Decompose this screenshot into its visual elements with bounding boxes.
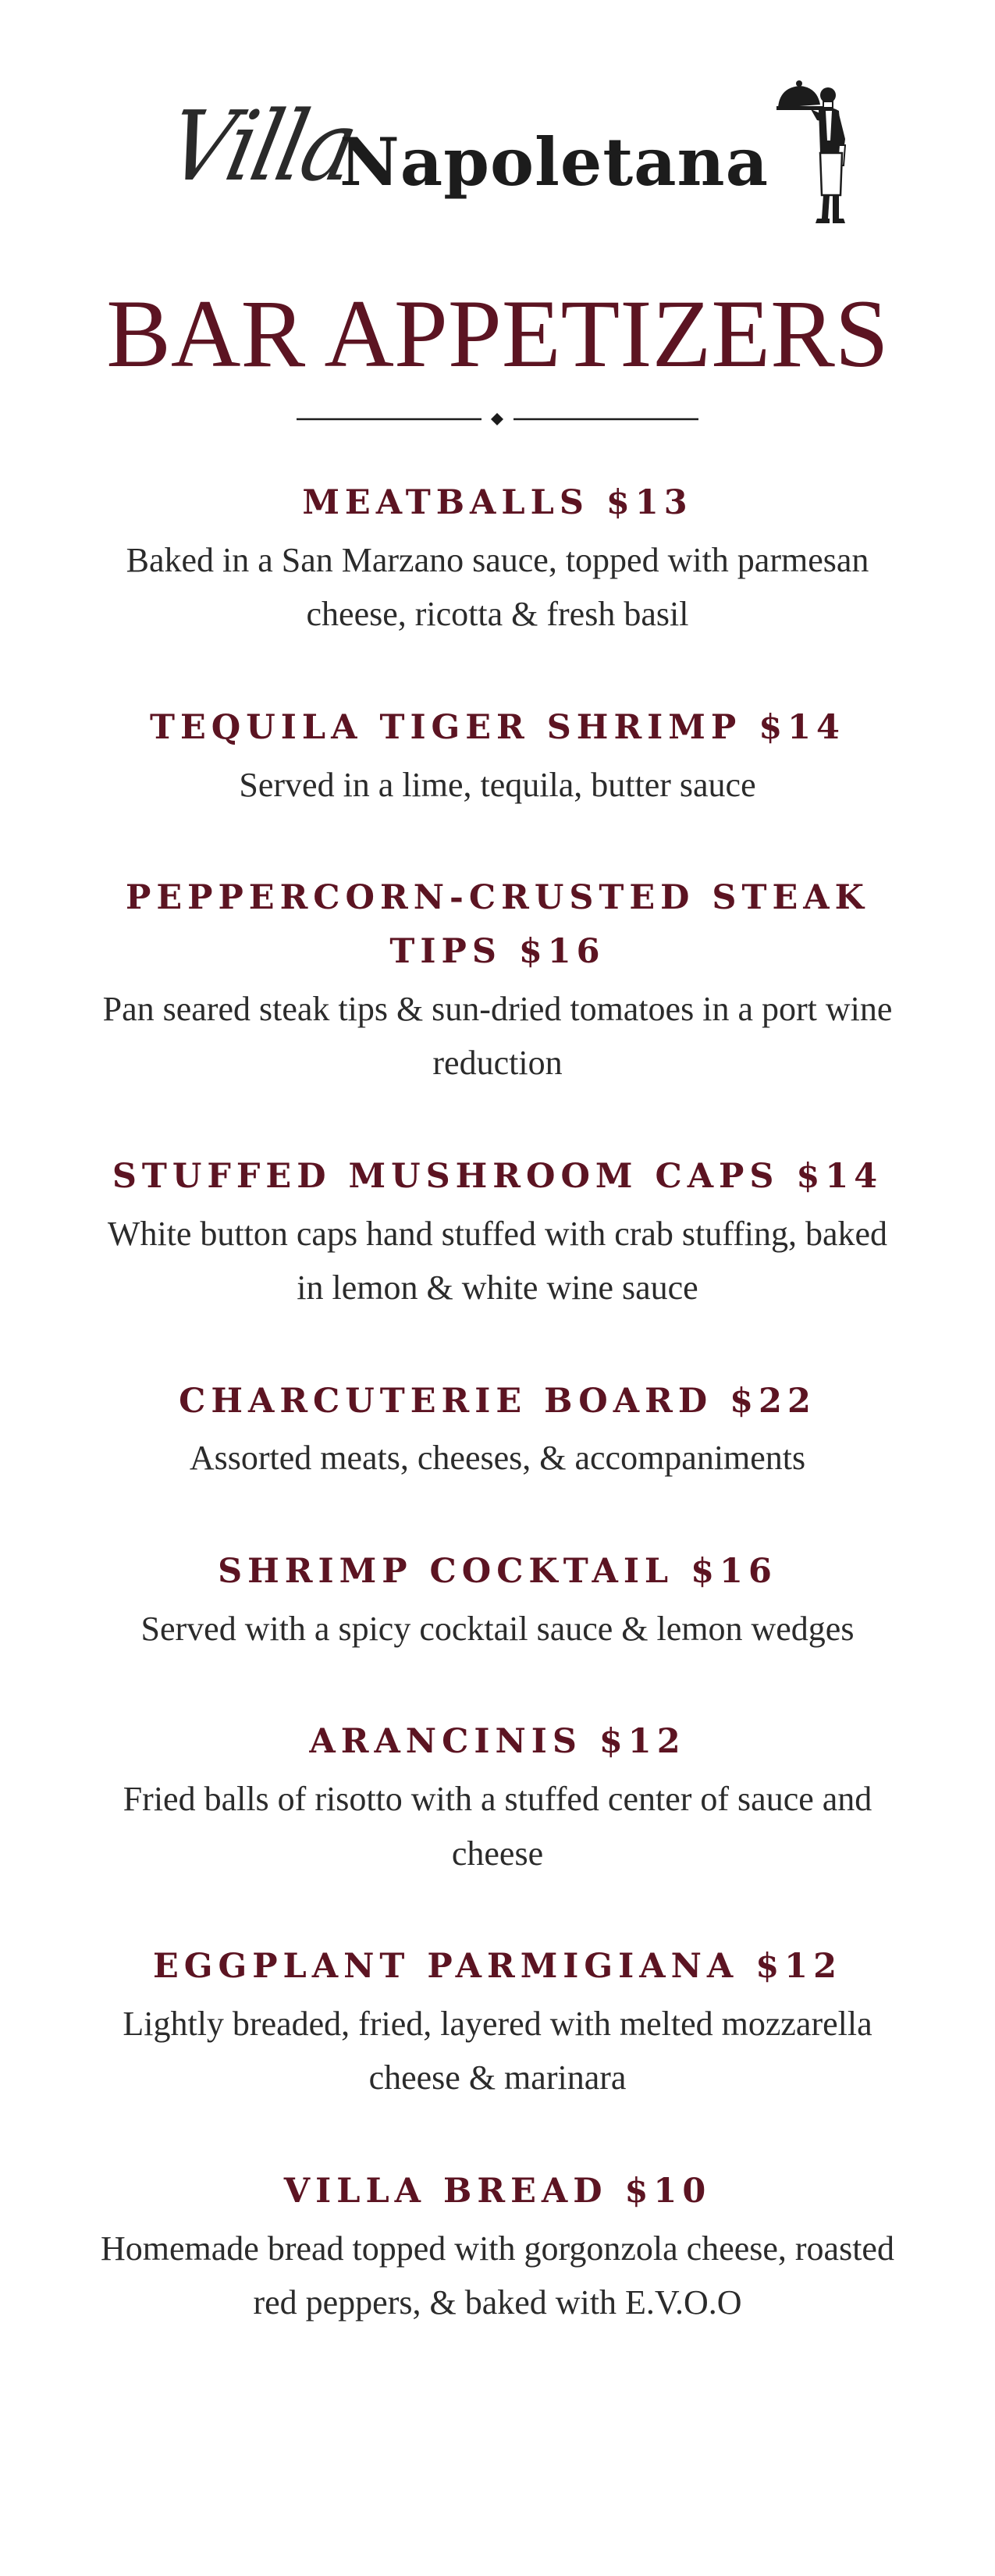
restaurant-logo <box>160 78 847 226</box>
menu-item <box>94 476 901 642</box>
item-name: STUFFED MUSHROOM CAPS $14 <box>112 1156 883 1196</box>
appetizer-list <box>94 476 901 2389</box>
logo-script-word: Villa <box>158 91 364 203</box>
menu-item <box>94 871 901 1091</box>
menu-item <box>94 1940 901 2105</box>
logo-block-word: Napoletana <box>339 123 769 201</box>
item-description: Lightly breaded, fried, layered with melted mozzarella cheese & marinara <box>123 2004 872 2097</box>
item-name: VILLA BREAD $10 <box>283 2171 712 2211</box>
item-description: Pan seared steak tips & sun-dried tomatoes in a port wine reduction <box>102 989 893 1083</box>
item-name: CHARCUTERIE BOARD $22 <box>179 1381 816 1421</box>
item-description: Assorted meats, cheeses, & accompaniments <box>189 1439 806 1478</box>
item-description: Fried balls of risotto with a stuffed center of sauce and cheese <box>123 1780 872 1873</box>
menu-item <box>94 1715 901 1880</box>
item-name: PEPPERCORN-CRUSTED STEAK TIPS $16 <box>126 878 869 971</box>
diamond-ornament-icon <box>297 407 698 431</box>
item-description: Baked in a San Marzano sauce, topped with parmesan cheese, ricotta & fresh basil <box>126 540 869 634</box>
menu-item <box>94 2165 901 2330</box>
item-name: ARANCINIS $12 <box>309 1722 686 1762</box>
item-description: Homemade bread topped with gorgonzola cheese, roasted red peppers, & baked with E.V.O.O <box>101 2229 894 2322</box>
menu-item <box>94 1375 901 1485</box>
menu-item <box>94 701 901 812</box>
item-description: Served in a lime, tequila, butter sauce <box>239 765 756 804</box>
item-description: Served with a spicy cocktail sauce & lemon wedges <box>140 1609 855 1648</box>
item-description: White button caps hand stuffed with crab stuffing, baked in lemon & white wine sauce <box>107 1214 888 1308</box>
item-name: MEATBALLS $13 <box>302 483 693 522</box>
item-name: SHRIMP COCKTAIL $16 <box>218 1551 777 1591</box>
page-title: BAR APPETIZERS <box>106 280 889 387</box>
menu-item <box>94 1545 901 1656</box>
item-name: TEQUILA TIGER SHRIMP $14 <box>150 707 845 747</box>
item-name: EGGPLANT PARMIGIANA $12 <box>152 1947 843 1987</box>
waiter-with-cloche-icon <box>776 78 847 226</box>
menu-item <box>94 1150 901 1315</box>
